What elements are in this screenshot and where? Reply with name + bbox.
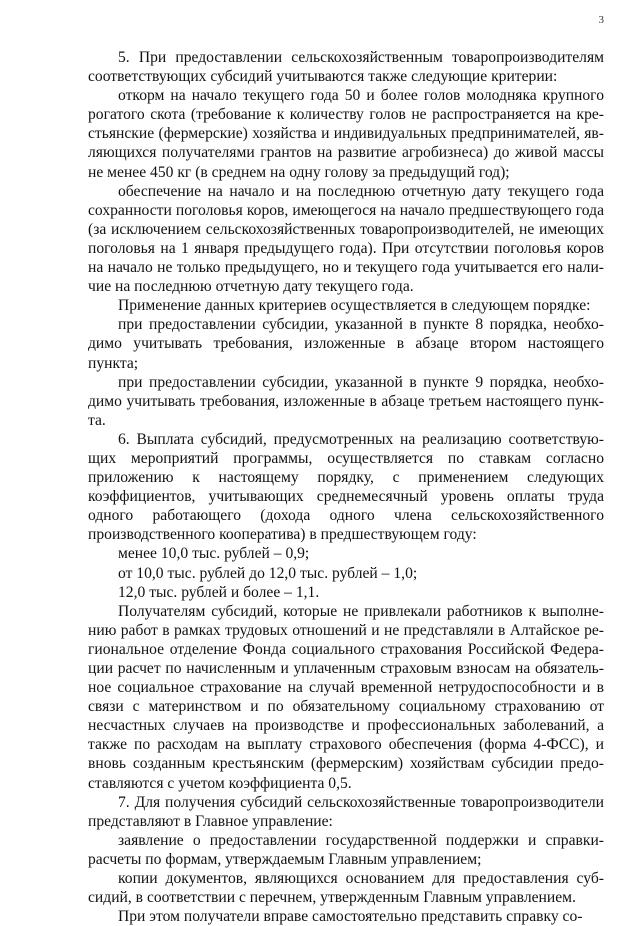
paragraph-7-documents: 7. Для получения субсидий сельскохозяйственные товаропроизводители представляют в Главное управление: (88, 793, 604, 830)
document-item-copies: копии документов, являющихся основанием для предоставления субсидий, в соответствии с перечнем, утвержденным Главным управлением. (88, 870, 604, 907)
paragraph-criteria-order: Применение дaнных критериев осуществляется в следующем порядке: (118, 297, 591, 315)
paragraph-criterion-feeding: откорм на начало текущего года 50 и более голов молодняка крупного рогатого скота (требование к количеству голов не распространяется на крестьянские (фермерские) хозяйства и индивидуальных предпринимателей, являющихся получателями грантов на развитие агробизнеса) до живой массы не менее 450 кг (в среднем на одну голову за предыдущий год); (88, 87, 604, 181)
coefficient-item-2: от 10,0 тыс. рублей до 12,0 тыс. рублей – 1,0; (118, 564, 418, 582)
coefficient-item-3: 12,0 тыс. рублей и более – 1,1. (118, 583, 320, 601)
paragraph-6-payment: 6. Выплата субсидий, предусмотренных на реализацию соответствующих мероприятий программы, осуществляется по ставкам согласно приложению к настоящему порядку, с применением следующих коэффициентов, учитывающих среднемесячный уровень оплаты труда одного работающего (дохода одного члена сельскохозяйственного производственного кооператива) в предшествующем году: (88, 430, 604, 544)
document-body (88, 48, 604, 926)
document-item-application: заявление о предоставлении государственной поддержки и справки-расчеты по формам, утверждаемым Главным управлением; (88, 831, 604, 868)
paragraph-order-item-9: при предоставлении субсидии, указанной в пункте 9 порядка, необходимо учитывать требования, изложенные в абзаце третьем настоящего пункта. (88, 373, 604, 429)
paragraph-5-intro: 5. При предоставлении сельскохозяйственным товаропроизводителям соответствующих субсидий учитываются также следующие критерии: (88, 49, 604, 86)
paragraph-criterion-cows: обеспечение на начало и на последнюю отчетную дату текущего года сохранности поголовья коров, имеющегося на начало предшествующего года (за исключением сельскохозяйственных товаропроизводителей, не имеющих поголовья на 1 января предыдущего года). При отсутствии поголовья коров на начало не только предыдущего, но и текущего года учитывается его наличие на последнюю отчетную дату текущего года. (88, 182, 604, 296)
page-number: 3 (598, 14, 604, 26)
paragraph-order-item-8: при предоставлении субсидии, указанной в пункте 8 порядка, необходимо учитывать требования, изложенные в абзаце втором настоящего пункта; (88, 316, 604, 372)
paragraph-recipients-coefficient: Получателям субсидий, которые не привлекали работников к выполнению работ в рамках трудовых отношений и не представляли в Алтайское региональное отделение Фонда социального страхования Российской Федерации расчет по начисленным и уплаченным страховым взносам на обязательное социальное страхование на случай временной нетрудоспособности и в связи с материнством и по обязательному социальному страхованию от несчастных случаев на производстве и профессиональных заболеваний, а также по расходам на выплату страхового обеспечения (форма 4-ФСС), и вновь созданным крестьянским (фермерским) хозяйствам субсидии предоставляются с учетом коэффициента 0,5. (88, 602, 604, 792)
coefficient-item-1: менее 10,0 тыс. рублей – 0,9; (118, 545, 310, 563)
paragraph-recipients-right: При этом получатели вправе самостоятельно представить справку со- (118, 908, 583, 926)
